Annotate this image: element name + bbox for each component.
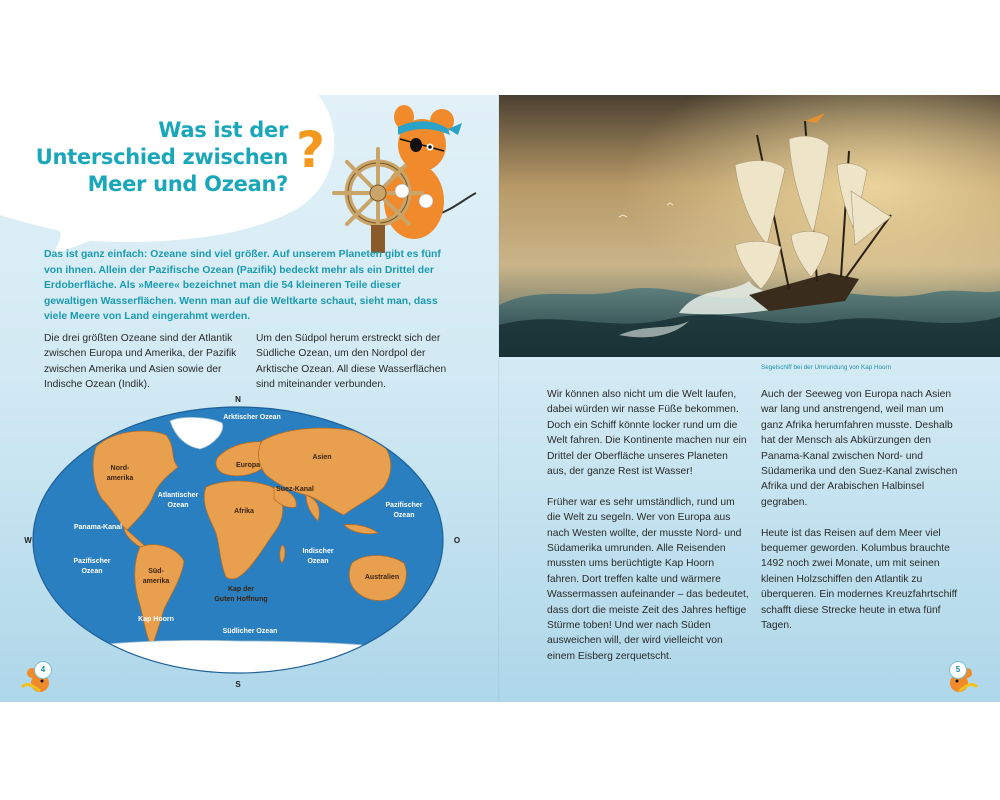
right-column-1-paragraph-1: Wir können also nicht um die Welt laufen, dabei würden wir nasse Füße bekommen. Doch ein Schiff könnte locker rund um die Welt fahren. Die Kontinente machen nur ein Drittel der Oberfläche unseres Planeten aus, der ganze Rest ist Wasser!	[547, 389, 747, 478]
intro-text: Das ist ganz einfach: Ozeane sind viel größer. Auf unserem Planeten gibt es fünf von ihnen. Allein der Pazifische Ozean (Pazifik) bedeckt mehr als ein Drittel der Erdoberfläche. Als »Meere« bezeichnet man die 54 kleineren Teile dieser gewaltigen Wasserflächen. Wenn man auf die Weltkarte schaut, sieht man, dass viele Meere von Land eingerahmt werden.	[44, 249, 441, 323]
world-map	[0, 395, 499, 702]
right-column-2-paragraph-1: Auch der Seeweg von Europa nach Asien war lang und anstrengend, weil man um ganz Afrika herumfahren musste. Deshalb hat der Mensch als Abkürzungen den Panama-Kanal zwischen Nord- und Südamerika und den Suez-Kanal zwischen Afrika und der Arabischen Halbinsel gegraben.	[761, 389, 958, 508]
label-pacific-east-1: Pazifischer	[385, 502, 423, 509]
compass-west: W	[24, 536, 32, 545]
compass-north: N	[235, 395, 241, 404]
title-line-3: Meer und Ozean?	[87, 172, 288, 196]
right-column-1	[547, 387, 749, 680]
label-south-america-1: Süd-	[148, 568, 164, 575]
left-column-1: Die drei größten Ozeane sind der Atlantik zwischen Europa und Amerika, der Pazifik zwischen Amerika und Asien sowie der Indische Ozean (Indik).	[44, 333, 237, 391]
question-mark: ?	[296, 121, 326, 179]
label-pacific-west-2: Ozean	[81, 568, 103, 575]
left-column-2: Um den Südpol herum erstreckt sich der Südliche Ozean, um den Nordpol der Arktische Ozean. All diese Wasserflächen sind miteinander verbunden.	[256, 333, 447, 391]
caption-label: Segelschiff	[761, 364, 792, 371]
compass-east: O	[453, 536, 461, 545]
book-spread	[0, 95, 1000, 702]
label-atlantic-ocean-2: Ozean	[167, 502, 189, 509]
mouse-with-ship-wheel-illustration	[326, 105, 486, 255]
right-column-2	[761, 387, 961, 649]
caption-text: bei der Umrundung von Kap Hoorn	[791, 364, 892, 371]
right-column-1-paragraph-2: Früher war es sehr umständlich, rund um die Welt zu segeln. Wer von Europa aus nach Westen wollte, der musste Nord- und Südamerika umrunden. Alle Reisenden mussten ums berüchtigte Kap Hoorn fahren. Dort treffen kalte und wärmere Wassermassen aufeinander – das bedeutet, dass dort die meiste Zeit des Jahres heftige Stürme toben! Und wer nach Süden ausweichen will, der wird vielleicht von einem Eisberg zerquetscht.	[547, 496, 749, 662]
title-line-2: Unterschied zwischen	[35, 145, 288, 169]
sailing-ship-painting	[499, 95, 1000, 357]
label-australia: Australien	[364, 574, 400, 581]
right-column-2-paragraph-2: Heute ist das Reisen auf dem Meer viel bequemer geworden. Kolumbus brauchte 1492 noch zwei Monate, um mit seinen kleinen Holzschiffen den Atlantik zu überqueren. Ein modernes Kreuzfahrtschiff schafft diese Strecke heute in etwa fünf Tagen.	[761, 527, 958, 632]
page-title	[18, 117, 288, 198]
label-europe: Europa	[235, 462, 261, 469]
page-number-left: 4	[34, 661, 52, 679]
label-north-america-2: amerika	[106, 475, 134, 482]
title-line-1: Was ist der	[158, 118, 288, 142]
label-southern-ocean: Südlicher Ozean	[222, 628, 278, 635]
label-pacific-east-2: Ozean	[393, 512, 415, 519]
label-indian-ocean-2: Ozean	[307, 558, 329, 565]
book-gutter	[498, 95, 500, 702]
label-good-hope-2: Guten Hoffnung	[214, 596, 268, 603]
compass-south: S	[235, 680, 241, 689]
label-asia: Asien	[312, 454, 332, 461]
right-page	[499, 95, 1000, 702]
label-atlantic-ocean-1: Atlantischer	[157, 492, 199, 499]
label-arctic-ocean: Arktischer Ozean	[223, 414, 281, 421]
label-south-america-2: amerika	[142, 578, 170, 585]
page-number-right: 5	[949, 661, 967, 679]
label-cape-horn: Kap Hoorn	[138, 616, 174, 623]
label-indian-ocean-1: Indischer	[302, 548, 334, 555]
label-suez-canal: Suez-Kanal	[276, 486, 314, 493]
left-page	[0, 95, 499, 702]
label-good-hope-1: Kap der	[227, 586, 255, 593]
label-north-america-1: Nord-	[110, 465, 130, 472]
label-panama-canal: Panama-Kanal	[73, 524, 123, 531]
photo-caption	[761, 364, 891, 371]
label-africa: Afrika	[234, 508, 254, 515]
label-pacific-west-1: Pazifischer	[73, 558, 111, 565]
